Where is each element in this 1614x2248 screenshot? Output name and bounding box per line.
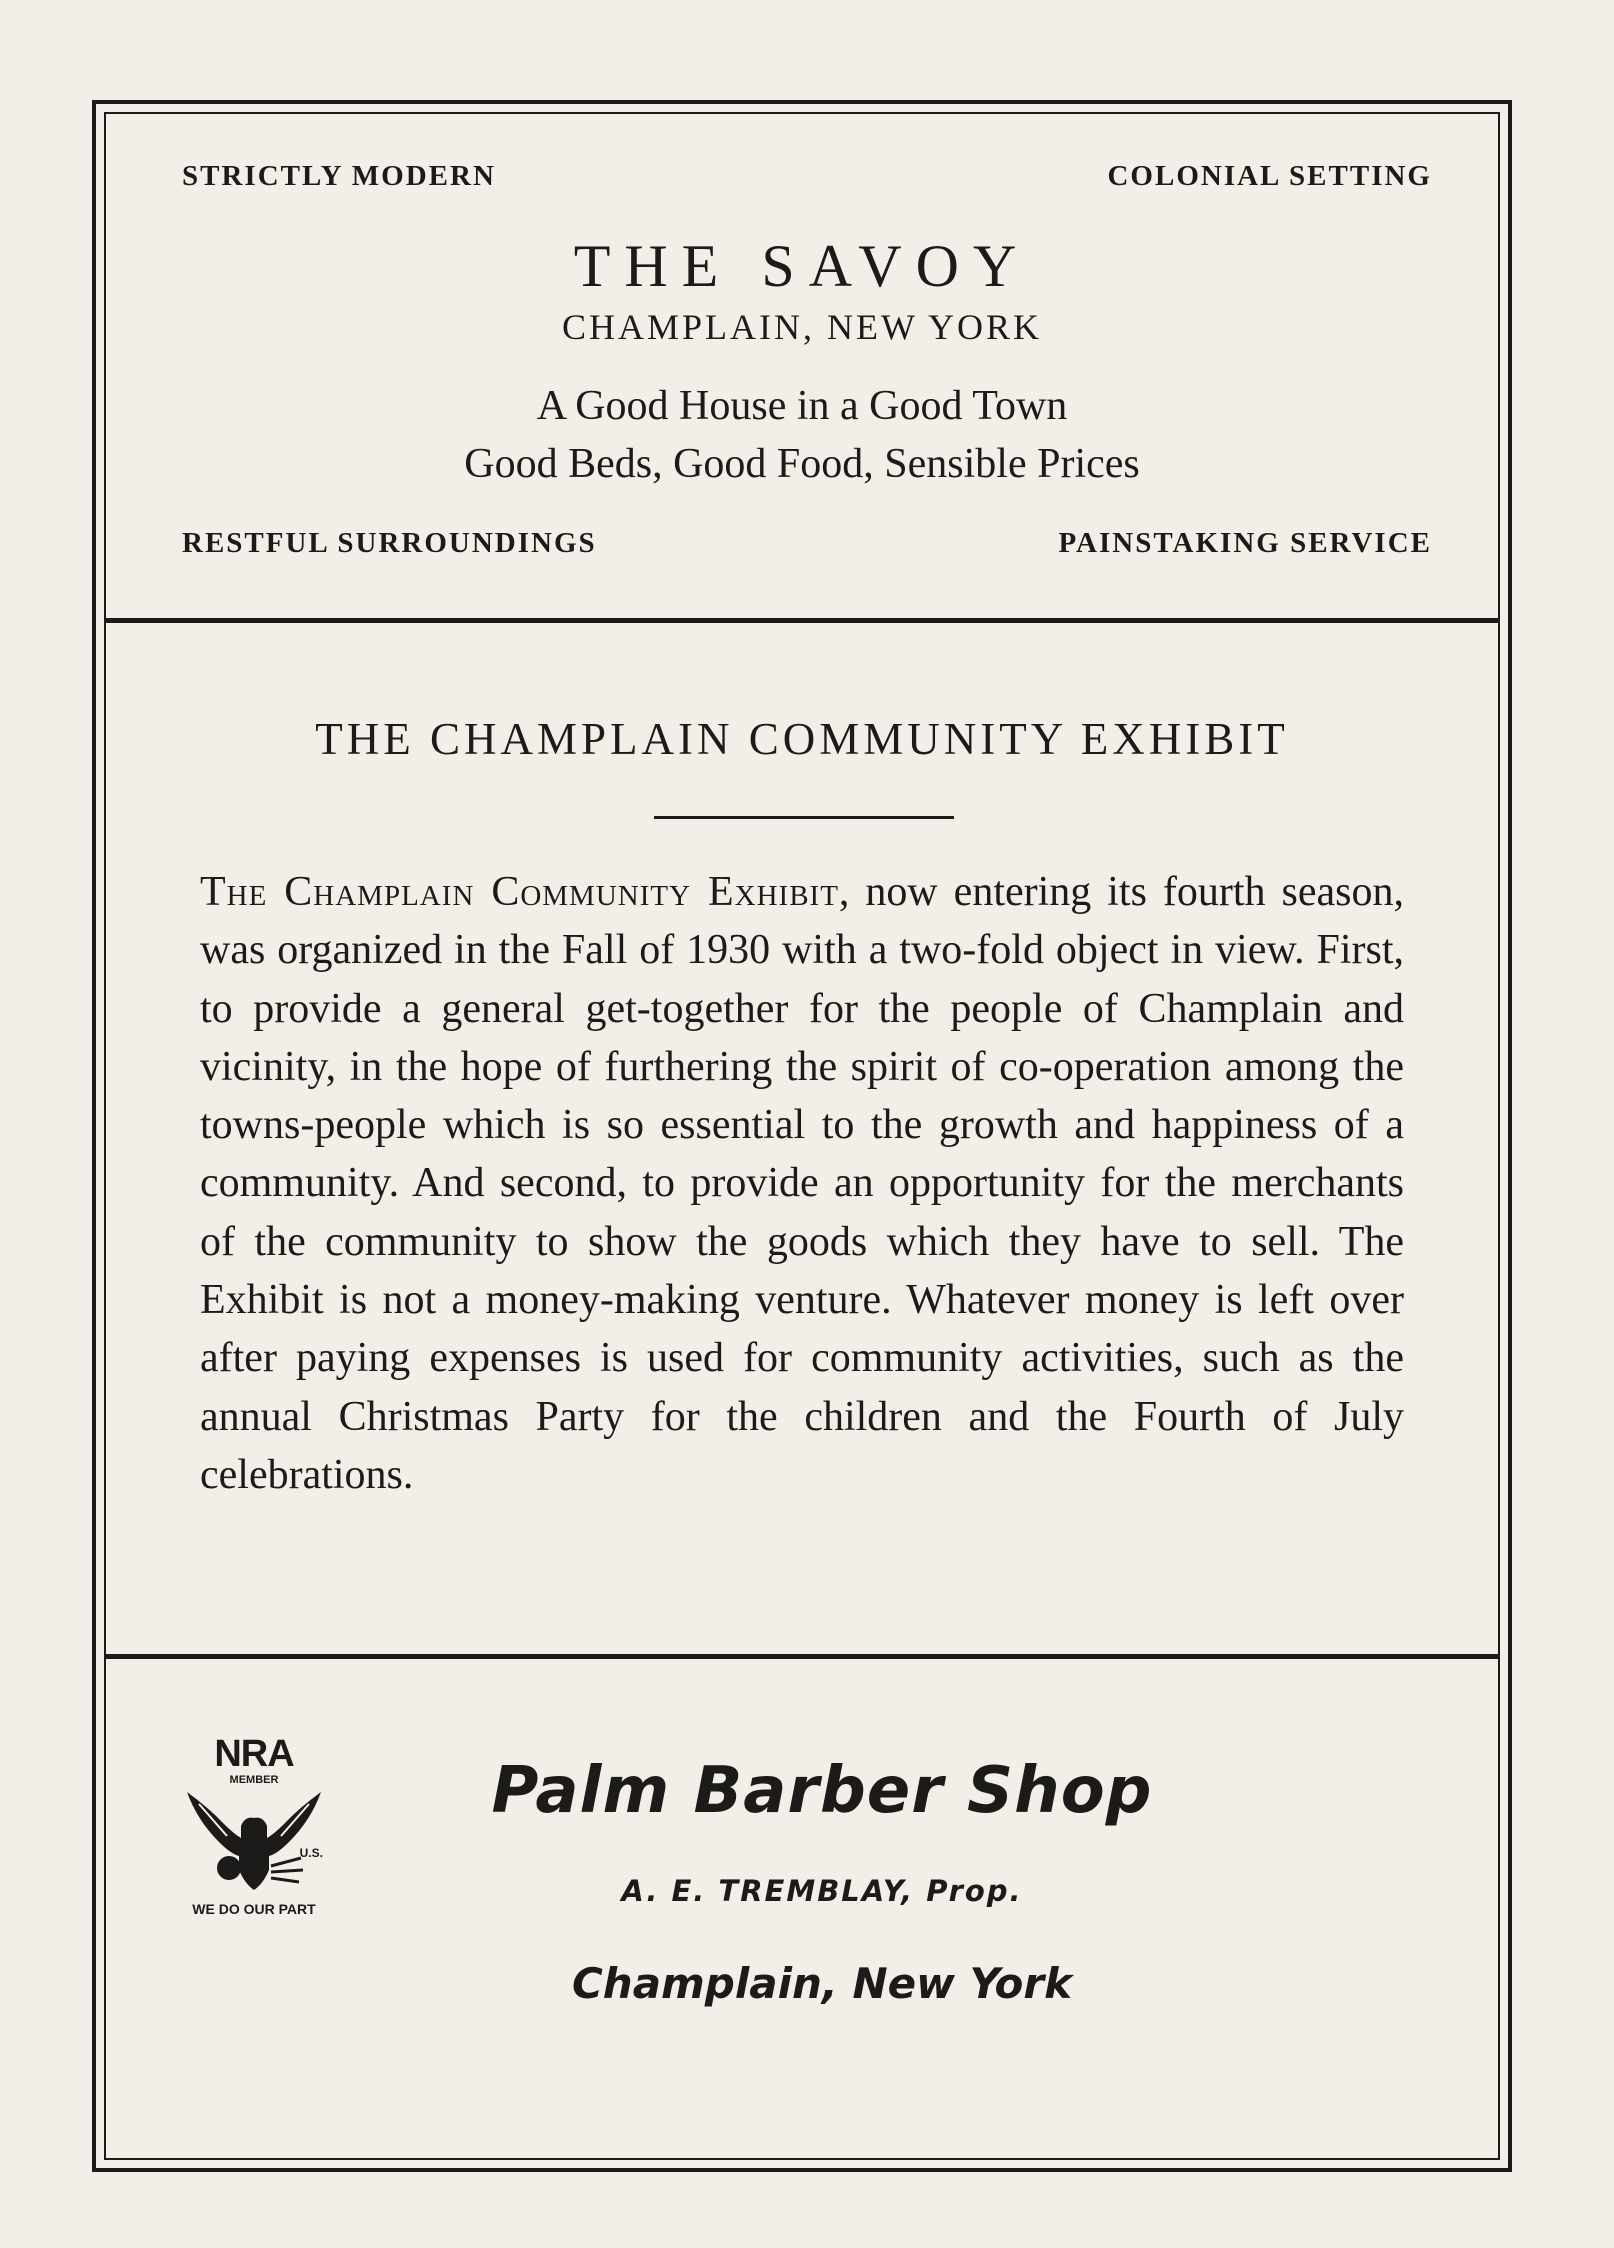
exhibit-body-text: , now entering its fourth season, was organized in the Fall of 1930 with a two-fold object in view. First, to provide a general get-together for the people of Champlain and vicinity, in the hope of furthering the spirit of co-operation among the towns-people which is so essential to the growth and happiness of a community. And second, to provide an opportunity for the merchants of the community to show the goods which they have to sell. The Exhibit is not a money-making venture. Whatever money is left over after paying expenses is used for community activities, such as the annual Christmas Party for the children and the Fourth of July celebrations. xyxy=(200,869,1404,1498)
savoy-bottom-right-text: PAINSTAKING SERVICE xyxy=(1058,527,1432,559)
nra-us-label: U.S. xyxy=(299,1846,323,1860)
nra-member-label: MEMBER xyxy=(229,1774,279,1786)
exhibit-lead: The Champlain Community Exhibit xyxy=(200,869,839,915)
barber-shop-name: Palm Barber Shop xyxy=(491,1754,1153,1828)
savoy-bottom-left-text: RESTFUL SURROUNDINGS xyxy=(182,527,597,559)
savoy-name: THE SAVOY xyxy=(573,233,1031,299)
barber-proprietor: A. E. TREMBLAY, Prop. xyxy=(621,1874,1023,1908)
savoy-ad xyxy=(104,112,1500,618)
nra-letters: NRA xyxy=(214,1733,294,1775)
savoy-top-right-text: COLONIAL SETTING xyxy=(1107,160,1432,192)
exhibit-title: THE CHAMPLAIN COMMUNITY EXHIBIT xyxy=(315,714,1289,764)
title-rule xyxy=(654,816,954,819)
savoy-tagline-1: A Good House in a Good Town xyxy=(536,383,1068,429)
savoy-top-left-text: STRICTLY MODERN xyxy=(182,160,496,192)
nra-motto: WE DO OUR PART xyxy=(192,1901,316,1917)
barber-city: Champlain, New York xyxy=(571,1959,1073,2008)
savoy-tagline-2: Good Beds, Good Food, Sensible Prices xyxy=(464,441,1140,487)
exhibit-article xyxy=(104,623,1500,1653)
barber-ad xyxy=(104,1659,1500,2159)
savoy-location: CHAMPLAIN, NEW YORK xyxy=(562,307,1042,347)
exhibit-body xyxy=(200,863,1404,1504)
